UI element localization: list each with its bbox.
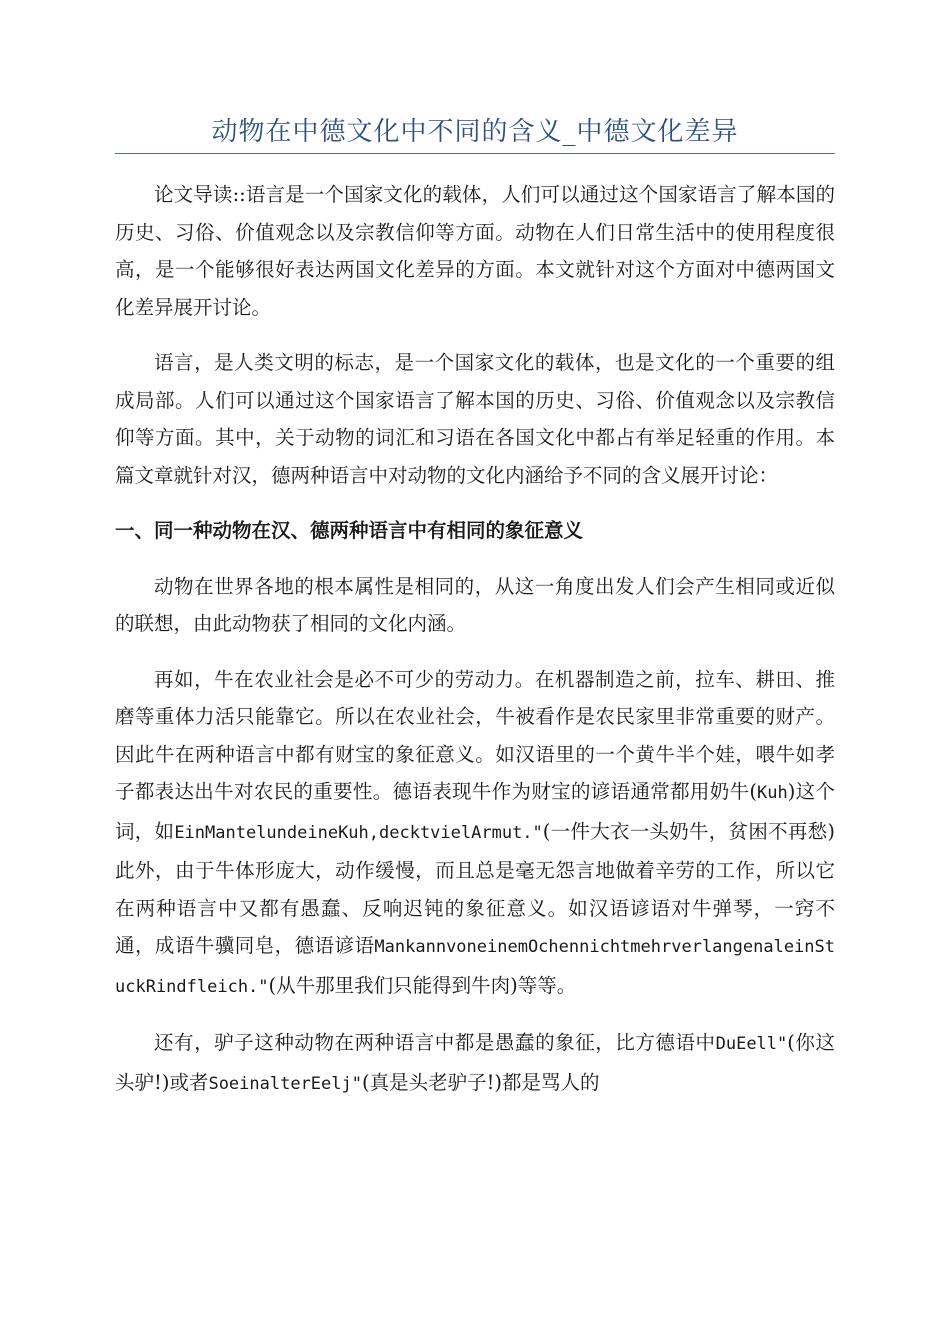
section-paragraph-donkey [115,1024,835,1103]
text-run: (真是头老驴子!)都是骂人的 [361,1070,600,1094]
german-proverb: EinMantelundeineKuh,decktvielArmut." [174,822,543,843]
german-phrase: SoeinalterEelj" [208,1073,362,1094]
text-run: (你这头驴!)或者 [115,1031,835,1094]
section-paragraph: 动物在世界各地的根本属性是相同的，从这一角度出发人们会产生相同或近似的联想，由此动物获了相同的文化内涵。 [115,574,835,635]
text-run: 再如，牛在农业社会是必不可少的劳动力。在机器制造之前，拉车、耕田、推磨等重体力活只能靠它。所以在农业社会，牛被看作是农民家里非常重要的财产。因此牛在两种语言中都有财宝的象征意义。如汉语里的一个黄牛半个娃，喂牛如孝子都表达出牛对农民的重要性。德语表现牛作为财宝的谚语通常都用奶牛( [115,667,835,803]
section-heading: 一、同一种动物在汉、德两种语言中有相同的象征意义 [115,519,584,542]
title-underline [115,153,835,154]
intro-paragraph: 论文导读::语言是一个国家文化的载体，人们可以通过这个国家语言了解本国的历史、习俗、价值观念以及宗教信仰等方面。动物在人们日常生活中的使用程度很高，是一个能够很好表达两国文化差异的方面。本文就针对这个方面对中德两国文化差异展开讨论。 [115,183,835,319]
document-body [115,176,835,1121]
text-run: (从牛那里我们只能得到牛肉)等等。 [268,973,577,997]
latin-term: Kuh [757,783,788,803]
text-run: )这个词，如 [115,780,836,843]
text-run: 还有，驴子这种动物在两种语言中都是愚蠢的象征，比方德语中 [154,1031,716,1054]
german-proverb: MankannvoneinemOchennichtmehrverlangenaleinStuckRindfleich." [115,937,835,997]
text-run: (一件大衣一头奶牛，贫困不再愁)此外，由于牛体形庞大，动作缓慢，而且总是毫无怨言地做着辛劳的工作，所以它在两种语言中又都有愚蠢、反响迟钝的象征意义。如汉语谚语对牛弹琴，一窍不通，成语牛骥同皂，德语谚语 [115,819,835,957]
german-phrase: DuEell" [715,1034,788,1054]
document-title: 动物在中德文化中不同的含义_中德文化差异 [211,117,739,147]
section-paragraph-cattle [115,661,835,1007]
body-paragraph: 语言，是人类文明的标志，是一个国家文化的载体，也是文化的一个重要的组成局部。人们可以通过这个国家语言了解本国的历史、习俗、价值观念以及宗教信仰等方面。其中，关于动物的词汇和习语在各国文化中都占有举足轻重的作用。本篇文章就针对汉，德两种语言中对动物的文化内涵给予不同的含义展开讨论： [115,351,835,487]
